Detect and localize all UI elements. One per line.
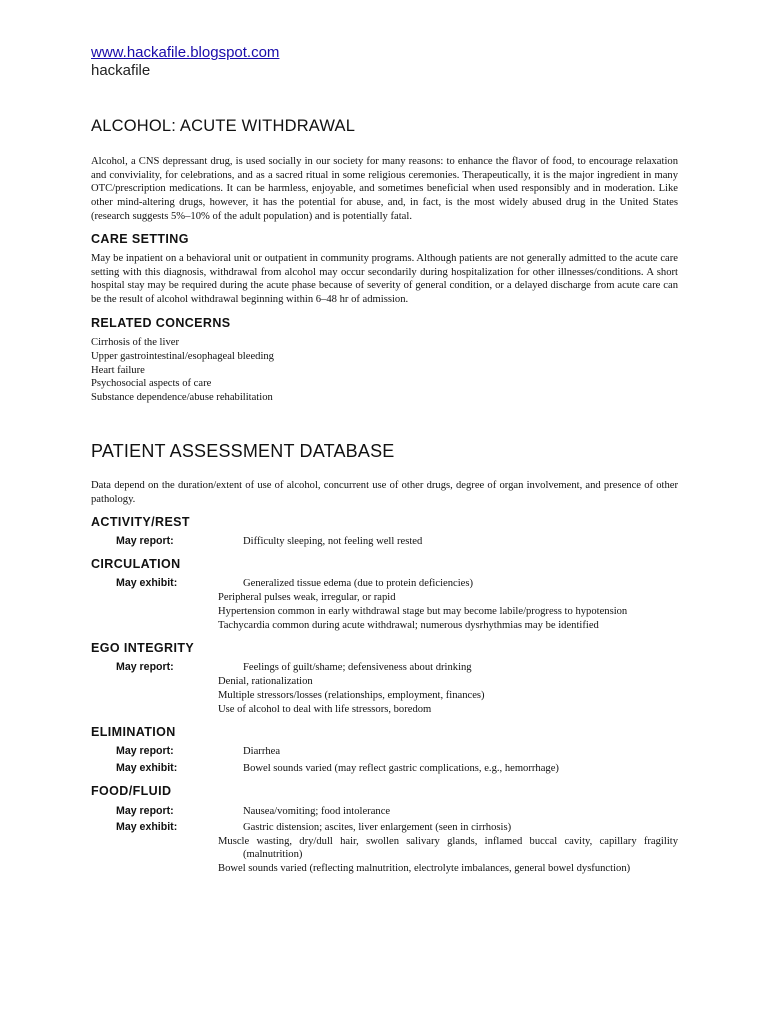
food-item: Muscle wasting, dry/dull hair, swollen salivary glands, inflamed buccal cavity, capillary fragility [218,836,678,847]
circulation-item: Peripheral pulses weak, irregular, or rapid [218,592,396,603]
care-setting-paragraph: May be inpatient on a behavioral unit or outpatient in community programs. Although patients are not generally admitted to the acute care setting with this diagnosis, withdrawal from alcohol may occur secondarily during hospitalization for other illnesses/conditions. A short hospital stay may be required during the acute phase because of severity of general condition, or a delayed discharge from acute care can be the result of alcohol withdrawal beginning within 6–48 hr of admission. [91,253,678,306]
care-setting-heading: CARE SETTING [91,232,189,246]
food-item: Gastric distension; ascites, liver enlargement (seen in cirrhosis) [243,822,512,833]
circulation-item: Generalized tissue edema (due to protein deficiencies) [243,578,474,589]
circulation-heading: CIRCULATION [91,557,181,571]
intro-paragraph: Alcohol, a CNS depressant drug, is used socially in our society for many reasons: to enhance the flavor of food, to encourage relaxation and conviviality, for celebrations, and as a sacred ritual in some religious ceremonies. Therapeutically, it is the major ingredient in many OTC/prescription medications. It can be harmless, enjoyable, and sometimes beneficial when used responsibly and in moderation. Like other mind-altering drugs, however, it has the potential for abuse, and, in fact, is the most widely abused drug in the United States (research suggests 5%–10% of the adult population) and is potentially fatal. [91,156,678,222]
may-report-label: May report: [116,745,174,757]
site-name: hackafile [91,62,151,79]
ego-item: Use of alcohol to deal with life stressors, boredom [218,704,432,715]
may-report-label: May report: [116,661,174,673]
circulation-item: Tachycardia common during acute withdrawal; numerous dysrhythmias may be identified [218,620,599,631]
elimination-item: Bowel sounds varied (may reflect gastric complications, e.g., hemorrhage) [243,763,559,774]
related-concern-item: Heart failure [91,365,145,376]
related-concern-item: Psychosocial aspects of care [91,378,212,389]
may-exhibit-label: May exhibit: [116,821,178,833]
food-item: Nausea/vomiting; food intolerance [243,806,391,817]
food-item: (malnutrition) [243,849,303,860]
may-report-label: May report: [116,535,174,547]
related-concern-item: Substance dependence/abuse rehabilitation [91,392,273,403]
activity-heading: ACTIVITY/REST [91,515,190,529]
database-intro: Data depend on the duration/extent of use of alcohol, concurrent use of other drugs, degree of organ involvement, and presence of other pathology. [91,480,678,505]
may-exhibit-label: May exhibit: [116,762,178,774]
circulation-item: Hypertension common in early withdrawal stage but may become labile/progress to hypotension [218,606,628,617]
related-concern-item: Upper gastrointestinal/esophageal bleeding [91,351,274,362]
food-item: Bowel sounds varied (reflecting malnutrition, electrolyte imbalances, general bowel dysfunction) [218,863,631,874]
activity-item: Difficulty sleeping, not feeling well rested [243,536,423,547]
food-fluid-heading: FOOD/FLUID [91,784,172,798]
may-exhibit-label: May exhibit: [116,577,178,589]
ego-item: Denial, rationalization [218,676,313,687]
ego-item: Multiple stressors/losses (relationships, employment, finances) [218,690,485,701]
page-title: ALCOHOL: ACUTE WITHDRAWAL [91,117,356,135]
ego-item: Feelings of guilt/shame; defensiveness about drinking [243,662,472,673]
site-link[interactable]: www.hackafile.blogspot.com [91,44,280,61]
elimination-heading: ELIMINATION [91,725,176,739]
related-concern-item: Cirrhosis of the liver [91,337,179,348]
may-report-label: May report: [116,805,174,817]
elimination-item: Diarrhea [243,746,281,757]
database-heading: PATIENT ASSESSMENT DATABASE [91,441,395,461]
related-concerns-heading: RELATED CONCERNS [91,316,231,330]
ego-integrity-heading: EGO INTEGRITY [91,641,195,655]
